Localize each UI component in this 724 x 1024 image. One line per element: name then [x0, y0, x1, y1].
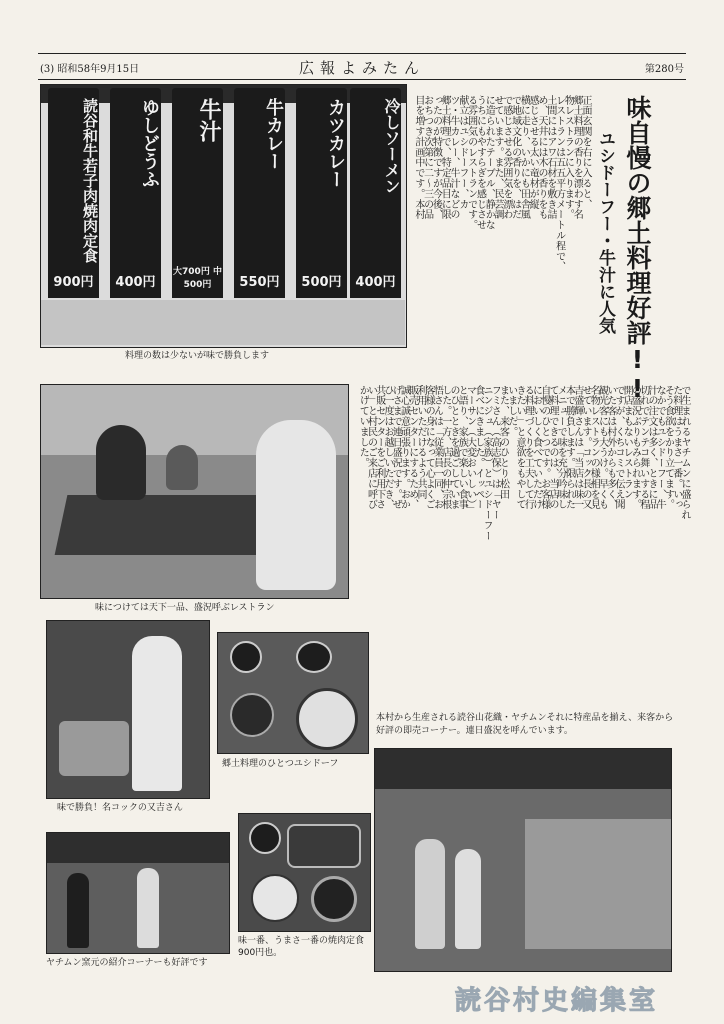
small-bowl-2: [296, 641, 332, 673]
rice-bowl-yakiniku: [251, 874, 299, 922]
menu-sign-yushidofu: ゆしどうふ 400円: [110, 88, 161, 298]
article-headline: 味自慢の郷土料理好評!!: [623, 95, 652, 403]
visitor-2: [137, 868, 159, 948]
visitor-1: [67, 873, 89, 948]
caption-menu: 料理の数は少ないが味で勝負します: [125, 351, 270, 361]
shop-photo: [374, 748, 672, 972]
meat-plate: [287, 824, 361, 868]
shopper-2: [455, 849, 481, 949]
rice-bowl: [230, 693, 274, 737]
menu-sign-katsu-curry: カツカレー 500円: [296, 88, 347, 298]
yushidofu-bowl: [296, 688, 358, 750]
pottery-shelves: [525, 819, 671, 949]
side-bowl: [249, 822, 281, 854]
issue-number: 第280号: [644, 64, 684, 75]
article-body-top: 正面玄関を右に入ると、 郷土料理の香りを漂わす名 物レストランに入ります。 レストランは五五平方メートル程で、 土間にはアワ石材を敷き詰 め、天井には木の香りをも 感じさせる太い竜材が縦 横に走り、いかにも田舎風 で地域文化の香りを、はだ で感じさせる雰囲気を漂わ せています。また、民芸調 に造られたテーブル、静かな うちにもやすらぎを感じさせ る雰囲気のレストランです。 献立はユシドーフー、カ ツ・牛カレー、牛汁などの 郷土料理で、特定品目に限 ったのが特徴ですが今後、 おちつき次第に二〜三の品 目を増す計画中です。本村: [412, 95, 591, 272]
yachimun-corner-photo: [46, 832, 230, 954]
header-top-rule: [38, 53, 686, 54]
soup-bowl: [311, 876, 357, 922]
article-subheadline: ユシドーフー・牛汁に人気: [595, 130, 615, 334]
yakiniku-photo: [238, 813, 371, 932]
menu-sign-gyujiru: 牛汁 大700円 中500円: [172, 88, 223, 298]
caption-chef: 味で勝負！名コックの又吉さん: [57, 803, 183, 813]
article-body-bottom: で生まれるヤチムンに盛られ た料理はうまさ一番。いっ そう食欲をかり立てます。 なかでもユシドーフー、牛 汁の注文は多く、ときに品 切れでテンテコ舞いする程 の盛況ぶりもみられます。 開店まもないレストラン ですが、くちコミで伝え聞 いた客は村外からも多く、 観光客にも大うけ。早くも 名物レストランの様相を見 せています。コック長の又 吉盛輝さんは「当店は味一 本で勝負します。限られた メニューで味を充分吟味し て料理できるのは、当店の 自慢のひとつです。お客様 においしく食べていただけ る料理づくりを工夫して行 きたい」と意欲をもやして いました。 また、来客のひとり松田 フミさん（高志保）は「ヤー ニンジュ（家族）とユシドーフー 食べにきました。イッペー マーサン（大変おいしい）」 と語り、家族で楽しい食事 のひとときを過ごしていま した。一方、店長の仲宗根 悟さんは「従業員一同、お 客様の身になって心よくご 利用いただけるよう共同 販売センターにするため、 誠心誠意頑張ります。おか げさまで連日盛況です。ぜ ひ一度はお越しいただき、 共販センターをご利用下さ い」と村民のご来店に呼び かけていました。: [357, 385, 690, 541]
caption-yachimun-corner: ヤチムン窯元の紹介コーナーも好評です: [46, 958, 208, 968]
caption-yushidofu: 郷土料理のひとつユシドーフ: [222, 759, 339, 769]
chef-figure: [132, 636, 182, 791]
caption-yakiniku: 味一番、うまさ一番の焼肉定食900円也。: [238, 936, 365, 958]
header-bottom-rule: [38, 79, 686, 80]
small-bowl-1: [230, 641, 262, 673]
restaurant-photo: [40, 384, 349, 599]
diner-man: [256, 420, 336, 590]
shop-ceiling: [375, 749, 671, 789]
menu-sign-yakiniku: 読谷和牛若子肉焼肉定食 900円: [48, 88, 99, 298]
caption-restaurant: 味につけては天下一品、盛況呼ぶレストラン: [95, 603, 275, 613]
diner-child: [166, 445, 198, 490]
menu-sign-somen: 冷しソーメン 400円: [350, 88, 401, 298]
lamp-shades: [41, 300, 405, 345]
cooking-pot: [59, 721, 129, 776]
chef-photo: [46, 620, 210, 799]
yushidofu-photo: [217, 632, 369, 754]
corner-wall: [47, 833, 229, 863]
newsletter-title: 広報よみたん: [298, 59, 425, 77]
menu-sign-beef-curry: 牛カレー 550円: [234, 88, 285, 298]
issue-date: (3) 昭和58年9月15日: [40, 64, 140, 75]
caption-shop: 本村から生産される読谷山花織・ヤチムンそれに特産品を揃え、来客から好評の即売コーナー。連日盛況を呼んでいます。: [376, 713, 674, 736]
diner-woman: [96, 425, 146, 500]
watermark: 読谷村史編集室: [455, 986, 659, 1016]
shopper-1: [415, 839, 445, 949]
